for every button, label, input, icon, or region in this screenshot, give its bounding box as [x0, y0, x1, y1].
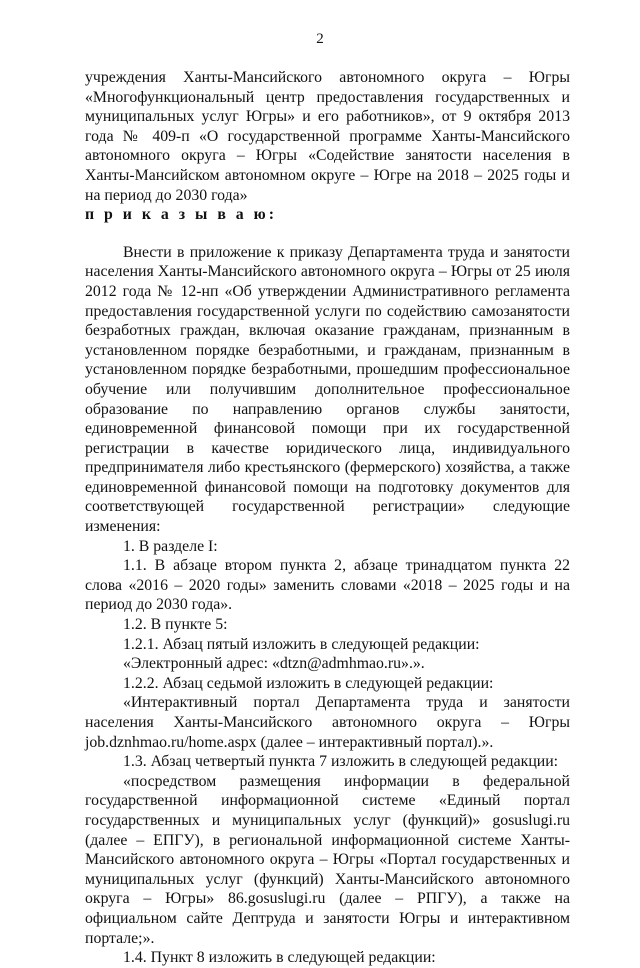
paragraph-preamble-continuation: учреждения Ханты-Мансийского автономного округа – Югры «Многофункциональный центр предоставления государственных и муниципальных услуг Югры» и его работников», от 9 октября 2013 года № 409-п «О государственной программе Ханты-Мансийского автономного округа – Югры «Содействие занятости населения в Ханты-Мансийском автономном округе – Югре на 2018 – 2025 годы и на период до 2030 года»: [85, 69, 570, 204]
paragraph-portal-text: «Интерактивный портал Департамента труда и занятости населения Ханты-Мансийского автономного округа – Югры job.dznhmao.ru/home.aspx (далее – интерактивный портал).».: [85, 694, 570, 751]
paragraph-item-1: 1. В разделе I:: [123, 537, 218, 555]
paragraph-item-1-3: 1.3. Абзац четвертый пункта 7 изложить в следующей редакции:: [123, 753, 559, 771]
order-heading: п р и к а з ы в а ю:: [85, 206, 277, 224]
document-body: [85, 68, 570, 968]
paragraph-item-1-4: 1.4. Пункт 8 изложить в следующей редакции:: [123, 949, 436, 967]
paragraph-email-text: «Электронный адрес: «dtzn@admhmao.ru».».: [123, 655, 425, 673]
paragraph-item-1-2-1: 1.2.1. Абзац пятый изложить в следующей редакции:: [123, 635, 480, 653]
page-number: 2: [316, 31, 324, 47]
paragraph-item-1-2-2: 1.2.2. Абзац седьмой изложить в следующей редакции:: [123, 674, 494, 692]
paragraph-item-1-2: 1.2. В пункте 5:: [123, 616, 228, 634]
paragraph-item-1-3-text: «посредством размещения информации в федеральной государственной информационной системе «Единый портал государственных и муниципальных услуг (функций)» gosuslugi.ru (далее – ЕПГУ), в региональной информационной системе Ханты-Мансийского автономного округа – Югры «Портал государственных и муниципальных услуг (функций) Ханты-Мансийского автономного округа – Югры» 86.gosuslugi.ru (далее – РПГУ), а также на официальном сайте Дептруда и занятости Югры и интерактивном портале;».: [85, 772, 570, 947]
paragraph-amendment-intro: Внести в приложение к приказу Департамента труда и занятости населения Ханты-Мансийского автономного округа – Югры от 25 июля 2012 года № 12-нп «Об утверждении Административного регламента предоставления государственной услуги по содействию самозанятости безработных граждан, включая оказание гражданам, признанным в установленном порядке безработными, и гражданам, признанным в установленном порядке безработными, прошедшим профессиональное обучение или получившим дополнительное профессиональное образование по направлению органов службы занятости, единовременной финансовой помощи при их государственной регистрации в качестве юридического лица, индивидуального предпринимателя либо крестьянского (фермерского) хозяйства, а также единовременной финансовой помощи на подготовку документов для соответствующей государственной регистрации» следующие изменения:: [85, 243, 570, 536]
paragraph-item-1-1: 1.1. В абзаце втором пункта 2, абзаце тринадцатом пункта 22 слова «2016 – 2020 годы» заменить словами «2018 – 2025 годы и на период до 2030 года».: [85, 557, 570, 614]
